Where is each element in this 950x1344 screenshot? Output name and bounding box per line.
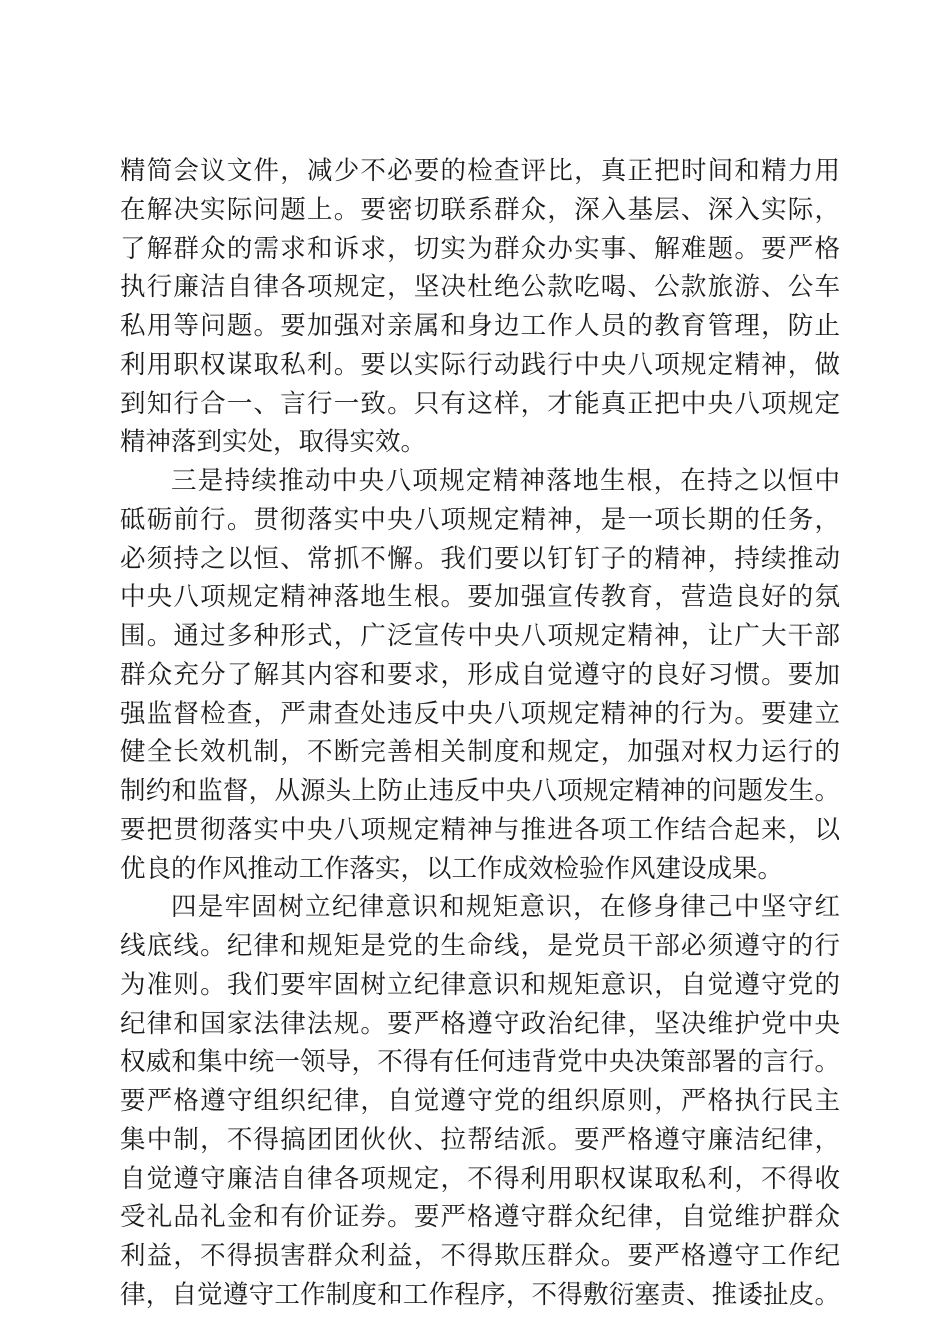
document-body [120, 152, 840, 1315]
text-line: 执行廉洁自律各项规定，坚决杜绝公款吃喝、公款旅游、公车 [120, 272, 840, 303]
text-line: 到知行合一、言行一致。只有这样，才能真正把中央八项规定 [120, 388, 840, 419]
paragraph-3-first-line: 三是持续推动中央八项规定精神落地生根，在持之以恒中 [171, 466, 840, 496]
text-line: 必须持之以恒、常抓不懈。我们要以钉钉子的精神，持续推动 [120, 543, 840, 574]
text-line: 健全长效机制，不断完善相关制度和规定，加强对权力运行的 [120, 737, 840, 768]
text-line: 利用职权谋取私利。要以实际行动践行中央八项规定精神，做 [120, 349, 840, 380]
text-line: 集中制，不得搞团团伙伙、拉帮结派。要严格遵守廉洁纪律， [120, 1124, 840, 1155]
text-line-paragraph-end: 优良的作风推动工作落实，以工作成效检验作风建设成果。 [120, 853, 784, 884]
text-line: 权威和集中统一领导，不得有任何违背党中央决策部署的言行。 [120, 1047, 840, 1078]
text-line: 律，自觉遵守工作制度和工作程序，不得敷衍塞责、推诿扯皮。 [120, 1279, 840, 1310]
text-line: 中央八项规定精神落地生根。要加强宣传教育，营造良好的氛 [120, 582, 840, 613]
text-line: 在解决实际问题上。要密切联系群众，深入基层、深入实际， [120, 194, 840, 225]
text-line: 私用等问题。要加强对亲属和身边工作人员的教育管理，防止 [120, 311, 840, 341]
text-line: 利益，不得损害群众利益，不得欺压群众。要严格遵守工作纪 [120, 1241, 840, 1271]
text-line: 围。通过多种形式，广泛宣传中央八项规定精神，让广大干部 [120, 621, 840, 651]
text-line: 自觉遵守廉洁自律各项规定，不得利用职权谋取私利，不得收 [120, 1163, 840, 1194]
text-line: 纪律和国家法律法规。要严格遵守政治纪律，坚决维护党中央 [120, 1008, 840, 1039]
text-line: 要严格遵守组织纪律，自觉遵守党的组织原则，严格执行民主 [120, 1086, 840, 1116]
text-line: 制约和监督，从源头上防止违反中央八项规定精神的问题发生。 [120, 776, 840, 806]
paragraph-4-first-line: 四是牢固树立纪律意识和规矩意识，在修身律己中坚守红 [171, 892, 840, 923]
text-line: 线底线。纪律和规矩是党的生命线，是党员干部必须遵守的行 [120, 931, 840, 961]
text-line: 群众充分了解其内容和要求，形成自觉遵守的良好习惯。要加 [120, 659, 840, 690]
text-line: 强监督检查，严肃查处违反中央八项规定精神的行为。要建立 [120, 698, 840, 729]
text-line: 要把贯彻落实中央八项规定精神与推进各项工作结合起来，以 [120, 814, 840, 845]
text-line-paragraph-end: 精神落到实处，取得实效。 [120, 427, 427, 458]
text-line: 为准则。我们要牢固树立纪律意识和规矩意识，自觉遵守党的 [120, 969, 840, 1000]
text-line: 砥砺前行。贯彻落实中央八项规定精神，是一项长期的任务， [120, 504, 840, 535]
text-line: 了解群众的需求和诉求，切实为群众办实事、解难题。要严格 [120, 233, 840, 264]
text-line: 精简会议文件，减少不必要的检查评比，真正把时间和精力用 [120, 156, 840, 186]
text-line: 受礼品礼金和有价证券。要严格遵守群众纪律，自觉维护群众 [120, 1202, 840, 1233]
